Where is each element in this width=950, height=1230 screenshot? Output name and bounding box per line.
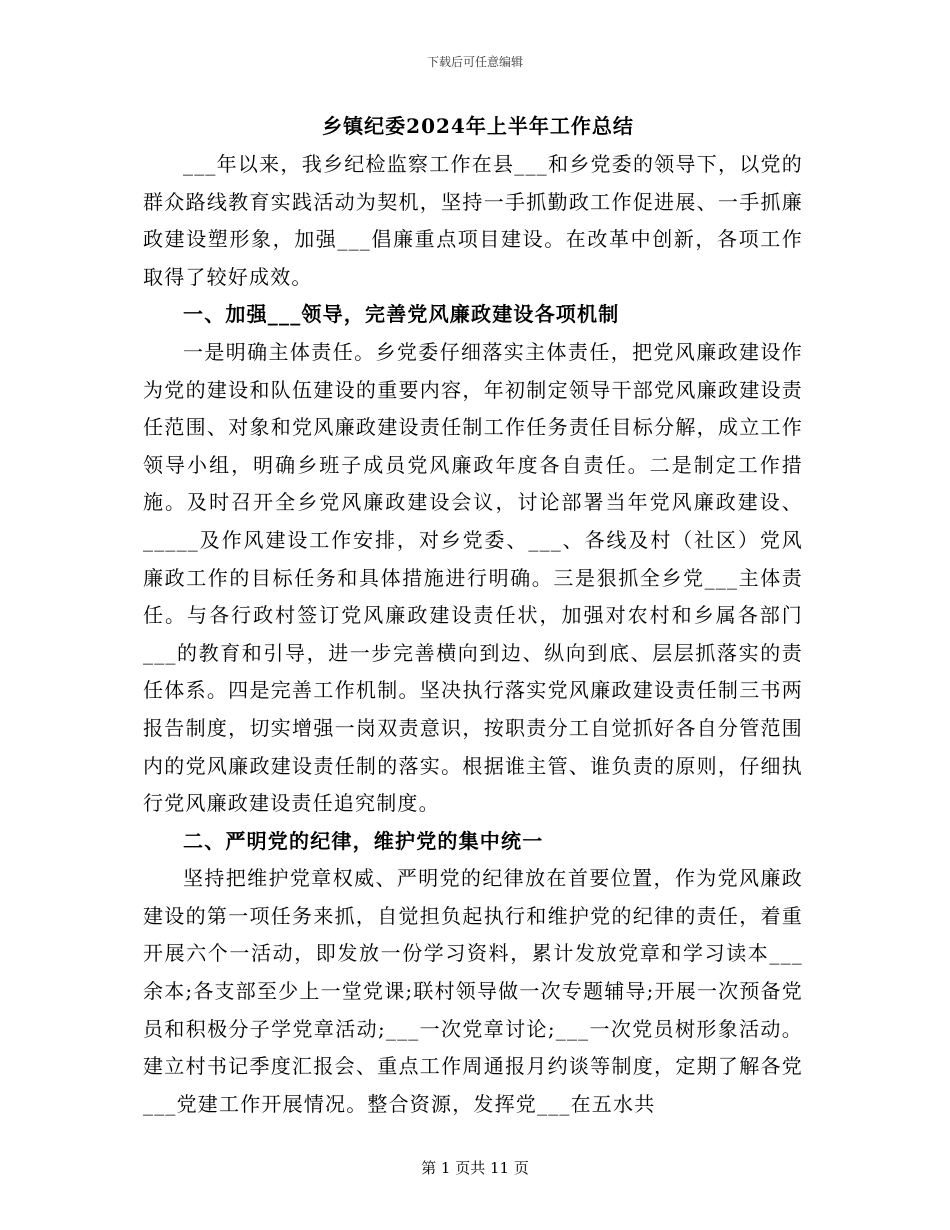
page-header: 下载后可任意编辑 — [426, 55, 523, 69]
page-footer: 第 1 页共 11 页 — [421, 1159, 529, 1177]
document-title: 乡镇纪委2024年上半年工作总结 — [322, 114, 634, 138]
intro-paragraph: ___年以来，我乡纪检监察工作在县___和乡党委的领导下，以党的群众路线教育实践活动为契机，坚持一手抓勤政工作促进展、一手抓廉政建设塑形象，加强___倡廉重点项目建设。在改革中创新，各项工作取得了较好成效。 — [143, 152, 803, 289]
section-1-paragraph: 一是明确主体责任。乡党委仔细落实主体责任，把党风廉政建设作为党的建设和队伍建设的重要内容，年初制定领导干部党风廉政建设责任范围、对象和党风廉政建设责任制工作任务责任目标分解，成立工作领导小组，明确乡班子成员党风廉政年度各自责任。二是制定工作措施。及时召开全乡党风廉政建设会议，讨论部署当年党风廉政建设、_____及作风建设工作安排，对乡党委、___、各线及村（社区）党风廉政工作的目标任务和具体措施进行明确。三是狠抓全乡党___主体责任。与各行政村签订党风廉政建设责任状，加强对农村和乡属各部门___的教育和引导，进一步完善横向到边、纵向到底、层层抓落实的责任体系。四是完善工作机制。坚决执行落实党风廉政建设责任制三书两报告制度，切实增强一岗双责意识，按职责分工自觉抓好各自分管范围内的党风廉政建设责任制的落实。根据谁主管、谁负责的原则，仔细执行党风廉政建设责任追究制度。 — [143, 339, 803, 816]
section-2-paragraph: 坚持把维护党章权威、严明党的纪律放在首要位置，作为党风廉政建设的第一项任务来抓，自觉担负起执行和维护党的纪律的责任，着重开展六个一活动，即发放一份学习资料，累计发放党章和学习读本___余本;各支部至少上一堂党课;联村领导做一次专题辅导;开展一次预备党员和积极分子学党章活动;___一次党章讨论;___一次党员树形象活动。建立村书记季度汇报会、重点工作周通报月约谈等制度，定期了解各党___党建工作开展情况。整合资源，发挥党___在五水共 — [143, 866, 803, 1116]
document-body — [143, 112, 803, 1123]
section-2-heading: 二、严明党的纪律，维护党的集中统一 — [183, 828, 544, 853]
section-1-heading: 一、加强___领导，完善党风廉政建设各项机制 — [183, 302, 620, 327]
